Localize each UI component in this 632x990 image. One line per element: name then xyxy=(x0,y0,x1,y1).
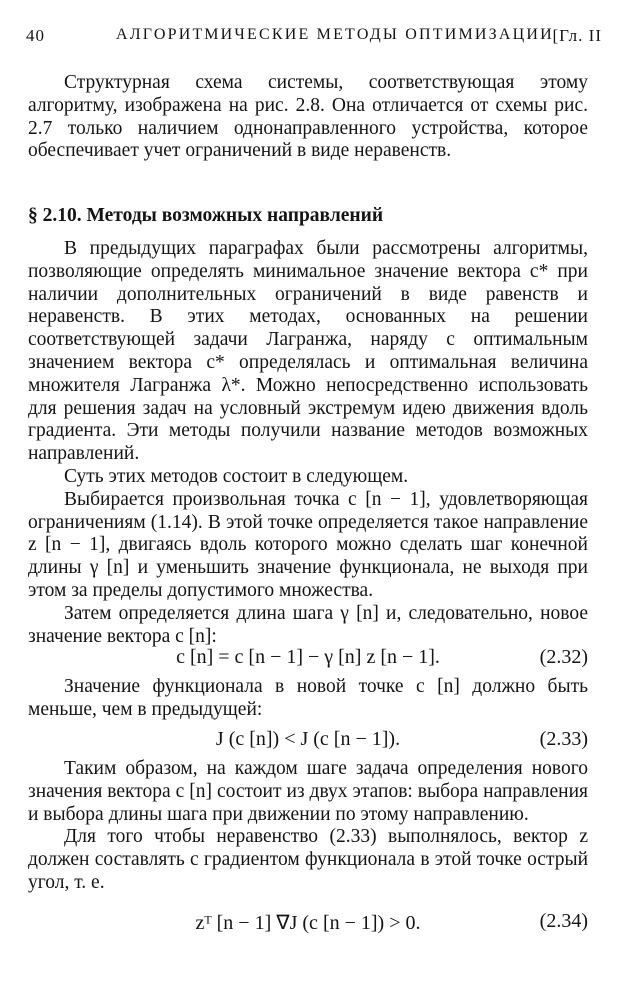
section-body-2 xyxy=(28,676,588,722)
paragraph-two-stages: Таким образом, на каждом шаге задача определения нового значения вектора c [n] состоит из двух этапов: выбора направления и выбора длины шага при движении по этому направлению. xyxy=(28,758,588,825)
paragraph-structure: Структурная схема системы, соответствующая этому алгоритму, изображена на рис. 2.8. Она отличается от схемы рис. 2.7 только наличием однонаправленного устройства, которое обеспечивает учет ограничений в виде неравенств. xyxy=(28,72,588,162)
running-header xyxy=(26,26,602,50)
page-number: 40 xyxy=(26,26,45,45)
equation-2-33-number: (2.33) xyxy=(539,728,588,750)
equation-2-34-number: (2.34) xyxy=(539,910,588,932)
equation-2-33 xyxy=(28,728,588,754)
paragraph-acute-angle: Для того чтобы неравенство (2.33) выполнялось, вектор z должен составлять с градиентом функционала в этой точке острый угол, т. е. xyxy=(28,826,588,893)
equation-2-32-expression: c [n] = c [n − 1] − γ [n] z [n − 1]. xyxy=(176,646,440,668)
intro-block xyxy=(28,72,588,163)
running-title: АЛГОРИТМИЧЕСКИЕ МЕТОДЫ ОПТИМИЗАЦИИ xyxy=(116,26,554,43)
chapter-label: [Гл. II xyxy=(552,26,602,45)
paragraph-choose-point: Выбирается произвольная точка c [n − 1], удовлетворяющая ограничениям (1.14). В этой точке определяется такое направление z [n − 1], двигаясь вдоль которого можно сделать шаг конечной длины γ [n] и уменьшить значение функционала, не выходя при этом за пределы допустимого множества. xyxy=(28,488,588,601)
section-body-1 xyxy=(28,238,588,648)
paragraph-essence: Суть этих методов состоит в следующем. xyxy=(64,465,409,487)
paragraph-functional-value: Значение функционала в новой точке c [n] должно быть меньше, чем в предыдущей: xyxy=(28,676,588,720)
equation-2-34-expression: zᵀ [n − 1] ∇J (c [n − 1]) > 0. xyxy=(195,912,421,934)
paragraph-step-length: Затем определяется длина шага γ [n] и, следовательно, новое значение вектора c [n]: xyxy=(28,602,588,647)
section-body-3 xyxy=(28,758,588,895)
equation-2-32 xyxy=(28,646,588,672)
equation-2-32-number: (2.32) xyxy=(539,646,588,668)
section-heading: § 2.10. Методы возможных направлений xyxy=(28,205,384,226)
paragraph-methods: В предыдущих параграфах были рассмотрены алгоритмы, позволяющие определять минимальное значение вектора c* при наличии дополнительных ограничений в виде равенств и неравенств. В этих методах, основанных на решении соответствующей задачи Лагранжа, наряду с оптимальным значением вектора c* определялась и оптимальная величина множителя Лагранжа λ*. Можно непосредственно использовать для решения задач на условный экстремум идею движения вдоль градиента. Эти методы получили название методов возможных направлений. xyxy=(28,238,588,465)
equation-2-33-expression: J (c [n]) < J (c [n − 1]). xyxy=(215,728,401,750)
equation-2-34 xyxy=(28,910,588,936)
